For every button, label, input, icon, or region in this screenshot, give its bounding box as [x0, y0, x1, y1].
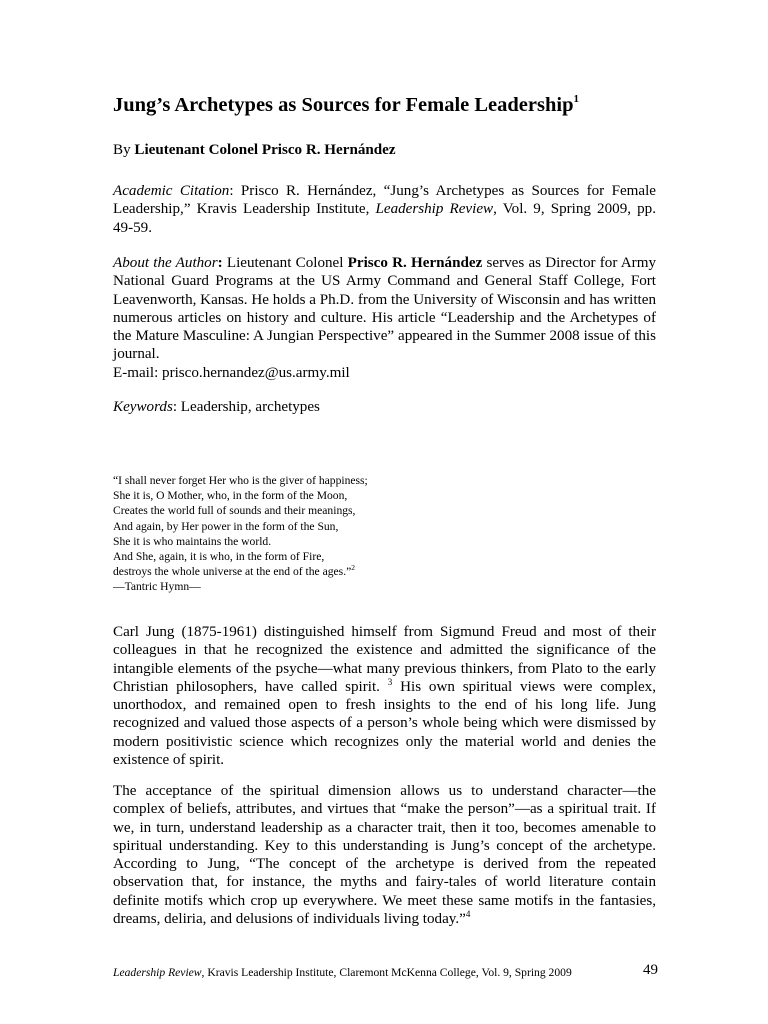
about-text-before: Lieutenant Colonel [222, 255, 348, 271]
footer-journal: Leadership Review [113, 966, 202, 979]
epigraph-line: And again, by Her power in the form of the Sun, [113, 519, 339, 533]
epigraph-attribution: —Tantric Hymn— [113, 580, 201, 594]
epigraph-line: She it is who maintains the world. [113, 534, 272, 548]
paragraph1-footnote-marker[interactable]: 3 [387, 676, 393, 687]
citation-journal: Leadership Review [375, 201, 494, 218]
paragraph1-text-before: Carl Jung (1875-1961) distinguished himself from Sigmund Freud and most of their colleagues in that he recognized the existence and admitted the significance of the intangible elements of the psyche—what many previous thinkers, from Plato to the early Christian philosophers, have called spirit. [113, 624, 656, 695]
keywords [113, 398, 656, 416]
epigraph-line: destroys the whole universe at the end of the ages.” [113, 565, 352, 579]
title-footnote-marker[interactable]: 1 [573, 93, 579, 105]
article-title-text: Jung’s Archetypes as Sources for Female Leadership [113, 94, 574, 116]
citation-label: Academic Citation [113, 183, 230, 199]
epigraph-line: And She, again, it is who, in the form of Fire, [113, 550, 325, 564]
paragraph1-text-after: His own spiritual views were complex, unorthodox, and remained open to fresh insights to the end of his long life. Jung recognized and valued those aspects of a person’s whole being which were dismissed by modern positivistic science which recognizes only the material world and denies the existence of spirit. [113, 678, 656, 769]
keywords-text: : Leadership, archetypes [172, 399, 320, 415]
byline [113, 141, 656, 159]
epigraph-line: She it is, O Mother, who, in the form of the Moon, [113, 489, 348, 503]
body-paragraph-2 [113, 782, 656, 928]
page-number: 49 [643, 962, 658, 978]
epigraph-line: “I shall never forget Her who is the giver of happiness; [113, 474, 368, 487]
citation-text-before: Prisco R. Hernández, “Jung’s Archetypes as Sources for Female Leadership,” Kravis Leadership Institute, [113, 183, 656, 218]
about-author-name: Prisco R. Hernández [347, 255, 483, 271]
paragraph2-footnote-marker[interactable]: 4 [465, 909, 471, 920]
academic-citation [113, 182, 656, 237]
about-colon: : [217, 255, 223, 271]
citation-colon: : [229, 183, 234, 199]
epigraph [113, 473, 533, 595]
about-the-author [113, 254, 656, 382]
footer-text: , Kravis Leadership Institute, Claremont McKenna College, Vol. 9, Spring 2009 [201, 966, 572, 979]
about-label: About the Author [113, 255, 218, 271]
paragraph2-text: The acceptance of the spiritual dimension allows us to understand character—the complex of beliefs, attributes, and virtues that “make the person”—as a spiritual trait. If we, in turn, understand leadership as a character trait, then it too, becomes amenable to spiritual understanding. Key to this understanding is Jung’s concept of the archetype. According to Jung, “The concept of the archetype is derived from the repeated observation that, for instance, the myths and fairy-tales of world literature contain definite motifs which crop up everywhere. We meet these same motifs in the fantasies, dreams, deliria, and delusions of individuals living today.” [113, 783, 656, 928]
about-text-after: serves as Director for Army National Guard Programs at the US Army Command and General Staff College, Fort Leavenworth, Kansas. He holds a Ph.D. from the University of Wisconsin and has written numerous articles on history and culture. His article “Leadership and the Archetypes of the Mature Masculine: A Jungian Perspective” appeared in the Summer 2008 issue of this journal. [113, 255, 656, 363]
article-title [113, 92, 673, 118]
about-paragraph [113, 254, 656, 364]
author-name: Lieutenant Colonel Prisco R. Hernández [134, 142, 396, 158]
body-paragraph-1 [113, 623, 656, 769]
author-email[interactable]: E-mail: prisco.hernandez@us.army.mil [113, 364, 350, 381]
citation-text-after: , Vol. 9, Spring 2009, pp. 49-59. [113, 201, 656, 236]
epigraph-line-last [113, 564, 533, 579]
byline-prefix: By [113, 142, 135, 158]
keywords-label: Keywords [113, 399, 173, 415]
epigraph-footnote-marker[interactable]: 2 [351, 563, 355, 573]
epigraph-line: Creates the world full of sounds and their meanings, [113, 504, 356, 518]
page-footer [113, 962, 658, 980]
